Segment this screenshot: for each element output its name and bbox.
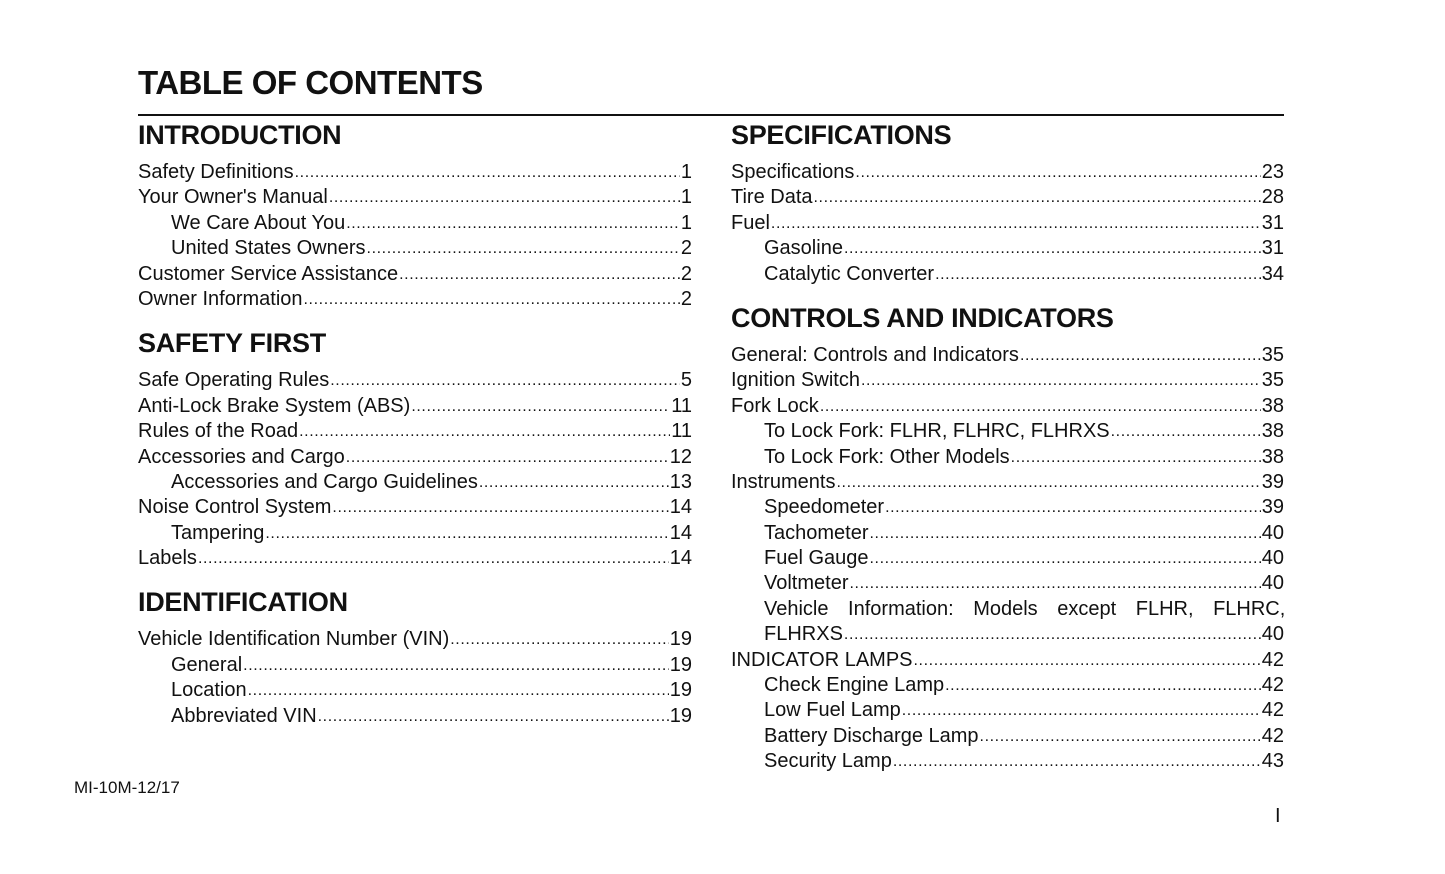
toc-entry-label: Low Fuel Lamp	[764, 699, 901, 722]
toc-entry-label: Customer Service Assistance	[138, 262, 399, 285]
toc-entry-label: Instruments	[731, 470, 836, 493]
toc-entry-page-number: 14	[669, 496, 692, 519]
toc-entry-label: INDICATOR LAMPS	[731, 648, 913, 671]
toc-entry-label: Fork Lock	[731, 394, 819, 417]
toc-entry-label: Fuel	[731, 211, 770, 234]
toc-entry-page-number: 40	[1261, 572, 1284, 595]
toc-entry[interactable]	[138, 470, 692, 495]
toc-entry[interactable]	[138, 653, 692, 678]
dot-leader	[1011, 444, 1261, 470]
dot-leader	[893, 748, 1261, 774]
toc-entry[interactable]	[138, 627, 692, 652]
toc-entry-label: Specifications	[731, 161, 855, 183]
toc-entry-label: Owner Information	[138, 287, 303, 310]
section-heading-safety-first: SAFETY FIRST	[138, 328, 326, 359]
dot-leader	[330, 367, 680, 393]
toc-entry-label: Catalytic Converter	[764, 262, 935, 285]
toc-entry-page-number: 2	[680, 237, 692, 260]
toc-entry[interactable]	[731, 546, 1284, 571]
dot-leader	[299, 418, 670, 444]
section-heading-identification: IDENTIFICATION	[138, 587, 348, 618]
section-heading-introduction: INTRODUCTION	[138, 120, 342, 150]
dot-leader	[980, 723, 1261, 749]
dot-leader	[332, 494, 668, 520]
toc-entry[interactable]	[731, 622, 1284, 647]
dot-leader	[248, 677, 669, 703]
toc-entry-page-number: 19	[669, 653, 692, 676]
dot-leader	[265, 520, 668, 546]
toc-entry[interactable]	[731, 262, 1284, 287]
dot-leader	[479, 469, 669, 495]
dot-leader	[329, 184, 680, 210]
left-column	[138, 116, 692, 729]
toc-entry[interactable]	[731, 521, 1284, 546]
toc-entry-page-number: 38	[1261, 420, 1284, 443]
toc-entry-label: Safe Operating Rules	[138, 369, 330, 392]
toc-entry-label: Abbreviated VIN	[171, 704, 317, 727]
toc-entry-label: Accessories and Cargo	[138, 445, 345, 468]
toc-entry-label: General	[171, 653, 243, 676]
toc-entry-page-number: 11	[671, 394, 692, 417]
toc-entry-page-number: 40	[1261, 623, 1284, 646]
toc-entry-page-number: 2	[680, 262, 692, 285]
toc-entry[interactable]	[731, 185, 1284, 210]
dot-leader	[849, 570, 1260, 596]
toc-entry[interactable]	[731, 698, 1284, 723]
toc-entry-page-number: 43	[1261, 750, 1284, 773]
dot-leader	[367, 235, 680, 261]
toc-entry-page-number: 31	[1261, 211, 1284, 234]
toc-entry[interactable]	[731, 673, 1284, 698]
toc-entry[interactable]	[138, 262, 692, 287]
toc-entry[interactable]	[731, 445, 1284, 470]
toc-entry[interactable]	[138, 185, 692, 210]
toc-entry-label: Location	[171, 679, 247, 702]
toc-entry[interactable]	[731, 343, 1284, 368]
dot-leader	[318, 703, 669, 729]
toc-entry-page-number: 19	[669, 628, 692, 651]
dot-leader	[861, 367, 1261, 393]
toc-entry-page-number: 13	[669, 470, 692, 493]
toc-entry-label: Voltmeter	[764, 572, 849, 595]
toc-entry-page-number: 1	[680, 186, 692, 209]
toc-entry[interactable]	[731, 211, 1284, 236]
dot-leader	[346, 210, 680, 236]
dot-leader	[870, 520, 1261, 546]
dot-leader	[902, 697, 1261, 723]
toc-entry-page-number: 35	[1261, 343, 1284, 366]
page-number: I	[1275, 805, 1281, 827]
toc-entry-label: General: Controls and Indicators	[731, 343, 1019, 366]
toc-entry-label: Check Engine Lamp	[764, 674, 945, 697]
toc-entry[interactable]	[138, 160, 692, 185]
toc-entry-label: Tampering	[171, 521, 265, 544]
toc-entry-label: Safety Definitions	[138, 161, 294, 183]
toc-entry[interactable]	[731, 495, 1284, 520]
dot-leader	[844, 621, 1261, 647]
toc-entry-page-number: 31	[1261, 237, 1284, 260]
toc-entry[interactable]	[731, 749, 1284, 774]
toc-entry-label: Battery Discharge Lamp	[764, 724, 979, 747]
page-title: TABLE OF CONTENTS	[138, 64, 483, 101]
toc-entry-page-number: 23	[1261, 161, 1284, 183]
toc-entry-page-number: 14	[669, 547, 692, 570]
toc-entry-page-number: 42	[1261, 648, 1284, 671]
toc-entry[interactable]	[731, 648, 1284, 673]
toc-entry-label: Your Owner's Manual	[138, 186, 328, 209]
toc-entry-page-number: 42	[1261, 699, 1284, 722]
toc-entry-page-number: 1	[680, 211, 692, 234]
dot-leader	[198, 545, 669, 571]
dot-leader	[885, 494, 1261, 520]
dot-leader	[814, 184, 1261, 210]
toc-entry-label: Speedometer	[764, 496, 885, 519]
toc-entry-page-number: 40	[1261, 521, 1284, 544]
toc-entry-page-number: 42	[1261, 674, 1284, 697]
toc-entry-page-number: 39	[1261, 470, 1284, 493]
toc-entry-page-number: 19	[669, 679, 692, 702]
section-heading-specifications: SPECIFICATIONS	[731, 120, 952, 150]
toc-entry[interactable]	[138, 445, 692, 470]
toc-entry-page-number: 40	[1261, 547, 1284, 570]
toc-entry-label: Fuel Gauge	[764, 547, 869, 570]
dot-leader	[844, 235, 1261, 261]
toc-entry-label[interactable]: Vehicle Information: Models except FLHR, FLHRC,	[764, 597, 1286, 620]
toc-entry[interactable]	[138, 368, 692, 393]
toc-entry-page-number: 38	[1261, 445, 1284, 468]
dot-leader	[820, 393, 1261, 419]
toc-entry-page-number: 19	[669, 704, 692, 727]
toc-entry-label: Vehicle Identification Number (VIN)	[138, 628, 450, 651]
section-heading-controls-and-indicators: CONTROLS AND INDICATORS	[731, 302, 1114, 333]
toc-entry[interactable]	[731, 470, 1284, 495]
dot-leader	[411, 393, 670, 419]
toc-entry[interactable]	[138, 678, 692, 703]
toc-entry[interactable]	[138, 236, 692, 261]
toc-entry-label: To Lock Fork: Other Models	[764, 445, 1010, 468]
dot-leader	[935, 261, 1261, 287]
toc-entry-page-number: 11	[671, 420, 692, 443]
toc-entry[interactable]	[138, 704, 692, 729]
toc-entry[interactable]	[731, 160, 1284, 185]
dot-leader	[243, 652, 669, 678]
toc-entry-label: Labels	[138, 547, 197, 570]
dot-leader	[914, 647, 1261, 673]
dot-leader	[836, 469, 1260, 495]
dot-leader	[399, 261, 680, 287]
toc-entry-page-number: 38	[1261, 394, 1284, 417]
toc-entry-label: Tire Data	[731, 186, 813, 209]
dot-leader	[450, 626, 669, 652]
right-column	[731, 116, 1284, 775]
toc-entry-page-number: 1	[680, 161, 692, 183]
toc-entry-page-number: 35	[1261, 369, 1284, 392]
toc-entry[interactable]	[731, 724, 1284, 749]
dot-leader	[1111, 418, 1261, 444]
toc-entry-label: Gasoline	[764, 237, 843, 260]
dot-leader	[771, 210, 1261, 236]
dot-leader	[855, 159, 1260, 185]
toc-entry[interactable]	[138, 419, 692, 444]
toc-entry-label: To Lock Fork: FLHR, FLHRC, FLHRXS	[764, 420, 1110, 443]
toc-entry[interactable]	[731, 236, 1284, 261]
toc-entry[interactable]	[138, 394, 692, 419]
toc-entry-label: Anti-Lock Brake System (ABS)	[138, 394, 411, 417]
toc-entry-page-number: 42	[1261, 724, 1284, 747]
toc-entry[interactable]	[731, 571, 1284, 596]
dot-leader	[945, 672, 1261, 698]
toc-entry-page-number: 28	[1261, 186, 1284, 209]
toc-entry[interactable]	[731, 394, 1284, 419]
toc-entry-page-number: 39	[1261, 496, 1284, 519]
toc-entry-label: United States Owners	[171, 237, 366, 260]
toc-entry-page-number: 12	[669, 445, 692, 468]
toc-entry[interactable]	[731, 419, 1284, 444]
toc-entry-label: Tachometer	[764, 521, 869, 544]
toc-entry-label: Rules of the Road	[138, 420, 299, 443]
toc-entry-page-number: 2	[680, 287, 692, 310]
toc-entry-label: Noise Control System	[138, 496, 332, 519]
toc-entry[interactable]	[138, 546, 692, 571]
toc-entry-label: We Care About You	[171, 211, 346, 234]
dot-leader	[346, 444, 669, 470]
toc-entry-label: Accessories and Cargo Guidelines	[171, 470, 478, 493]
dot-leader	[1020, 342, 1261, 368]
toc-entry[interactable]	[138, 495, 692, 520]
toc-entry[interactable]	[138, 287, 692, 312]
toc-entry-label: Security Lamp	[764, 750, 892, 773]
dot-leader	[870, 545, 1261, 571]
document-code: MI-10M-12/17	[74, 778, 180, 797]
toc-entry-label: FLHRXS	[764, 623, 843, 646]
toc-entry-label: Ignition Switch	[731, 369, 860, 392]
toc-entry[interactable]	[138, 521, 692, 546]
dot-leader	[304, 286, 680, 312]
toc-entry[interactable]	[731, 368, 1284, 393]
toc-entry-page-number: 5	[680, 369, 692, 392]
toc-entry-page-number: 14	[669, 521, 692, 544]
toc-entry-page-number: 34	[1261, 262, 1284, 285]
dot-leader	[295, 159, 680, 185]
toc-entry[interactable]	[138, 211, 692, 236]
